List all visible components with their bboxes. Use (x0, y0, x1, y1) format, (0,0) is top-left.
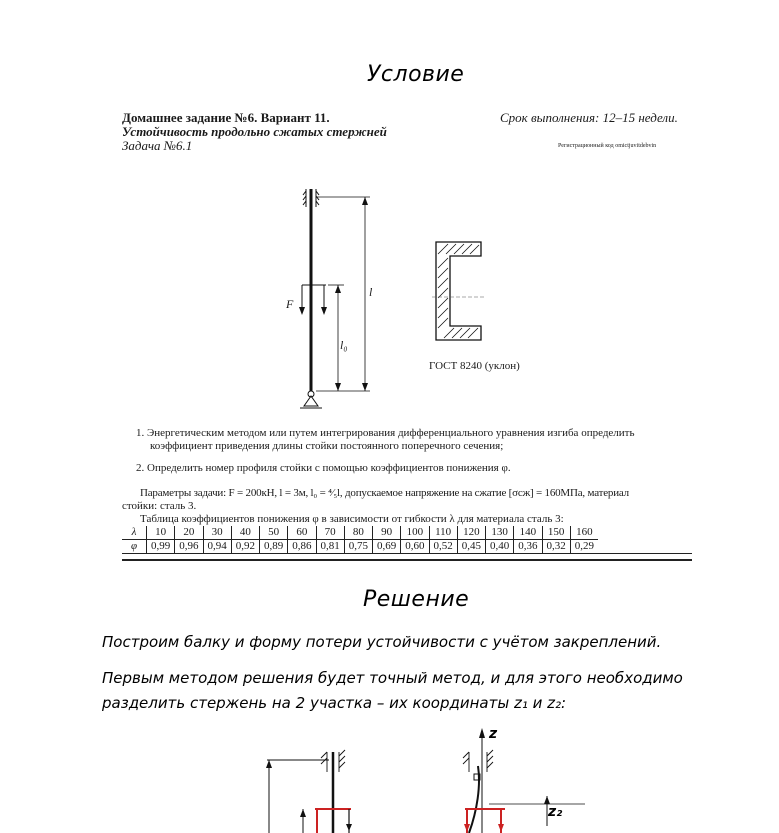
phi-symbol: φ (130, 540, 138, 552)
length-label: l (369, 285, 373, 299)
table-bottom-rule (122, 553, 692, 554)
column-diagram (270, 185, 550, 410)
lambda-cell: 60 (288, 526, 316, 540)
phi-cell: 0,40 (486, 540, 514, 554)
force-label: F (286, 297, 294, 311)
phi-cell: 0,75 (344, 540, 372, 554)
lambda-cell: 20 (175, 526, 203, 540)
phi-cell: 0,45 (457, 540, 485, 554)
solution-paragraph-1: Построим балку и форму потери устойчивости с учётом закреплений. (102, 633, 662, 651)
phi-cell: 0,52 (429, 540, 457, 554)
phi-cell: 0,94 (203, 540, 231, 554)
coefficient-table (122, 526, 598, 553)
lambda-cell: 110 (429, 526, 457, 540)
phi-cell: 0,60 (401, 540, 429, 554)
lambda-cell: 120 (457, 526, 485, 540)
phi-cell: 0,86 (288, 540, 316, 554)
solution-paragraph-2-line-2: разделить стержень на 2 участка – их координаты z₁ и z₂: (102, 694, 567, 712)
section-title-condition: Условие (367, 62, 465, 87)
section-caption: ГОСТ 8240 (уклон) (429, 360, 520, 372)
params-line-1: Параметры задачи: F = 200кН, l = 3м, l₀ = ⁴⁄₅l, допускаемое напряжение на сжатие [σсж] = 160МПа, материал (140, 487, 629, 499)
l0-label: l₀ (340, 338, 348, 352)
lambda-cell: 30 (203, 526, 231, 540)
lambda-cell: 80 (344, 526, 372, 540)
lambda-cell: 40 (231, 526, 259, 540)
section-title-solution: Решение (363, 587, 470, 612)
params-line-2: стойки: сталь 3. (122, 500, 197, 512)
phi-cell: 0,99 (147, 540, 175, 554)
phi-cell: 0,96 (175, 540, 203, 554)
phi-cell: 0,29 (570, 540, 598, 554)
table-caption: Таблица коэффициентов понижения φ в зависимости от гибкости λ для материала сталь 3: (140, 513, 564, 525)
document-end-rule (122, 559, 692, 561)
lambda-cell: 140 (514, 526, 542, 540)
lambda-cell: 130 (486, 526, 514, 540)
phi-cell: 0,69 (373, 540, 401, 554)
lambda-cell: 100 (401, 526, 429, 540)
lambda-cell: 70 (316, 526, 344, 540)
lambda-cell: 160 (570, 526, 598, 540)
lambda-cell: 50 (260, 526, 288, 540)
lambda-cell: 10 (147, 526, 175, 540)
assignment-title: Домашнее задание №6. Вариант 11. (122, 110, 330, 125)
lambda-symbol: λ (122, 526, 147, 540)
z-axis-label: z (489, 726, 498, 742)
z2-label: z₂ (548, 804, 563, 820)
lambda-cell: 150 (542, 526, 570, 540)
task-number: Задача №6.1 (122, 138, 193, 153)
solution-diagram (255, 726, 585, 833)
phi-cell: 0,89 (260, 540, 288, 554)
phi-cell: 0,36 (514, 540, 542, 554)
task-1-line-2: коэффициент приведения длины стойки постоянного поперечного сечения; (150, 440, 504, 452)
solution-paragraph-2-line-1: Первым методом решения будет точный метод, и для этого необходимо (102, 669, 683, 687)
phi-cell: 0,92 (231, 540, 259, 554)
assignment-subtitle: Устойчивость продольно сжатых стержней (122, 124, 387, 139)
phi-cell: 0,32 (542, 540, 570, 554)
phi-cell: 0,81 (316, 540, 344, 554)
task-2: 2. Определить номер профиля стойки с помощью коэффициентов понижения φ. (136, 462, 511, 474)
lambda-cell: 90 (373, 526, 401, 540)
deadline: Срок выполнения: 12–15 недели. (500, 110, 678, 125)
registration-code: Регистрационный код omictjuvitdebvin (558, 143, 657, 149)
task-1-line-1: 1. Энергетическим методом или путем интегрирования дифференциального уравнения изгиба определить (136, 427, 635, 439)
